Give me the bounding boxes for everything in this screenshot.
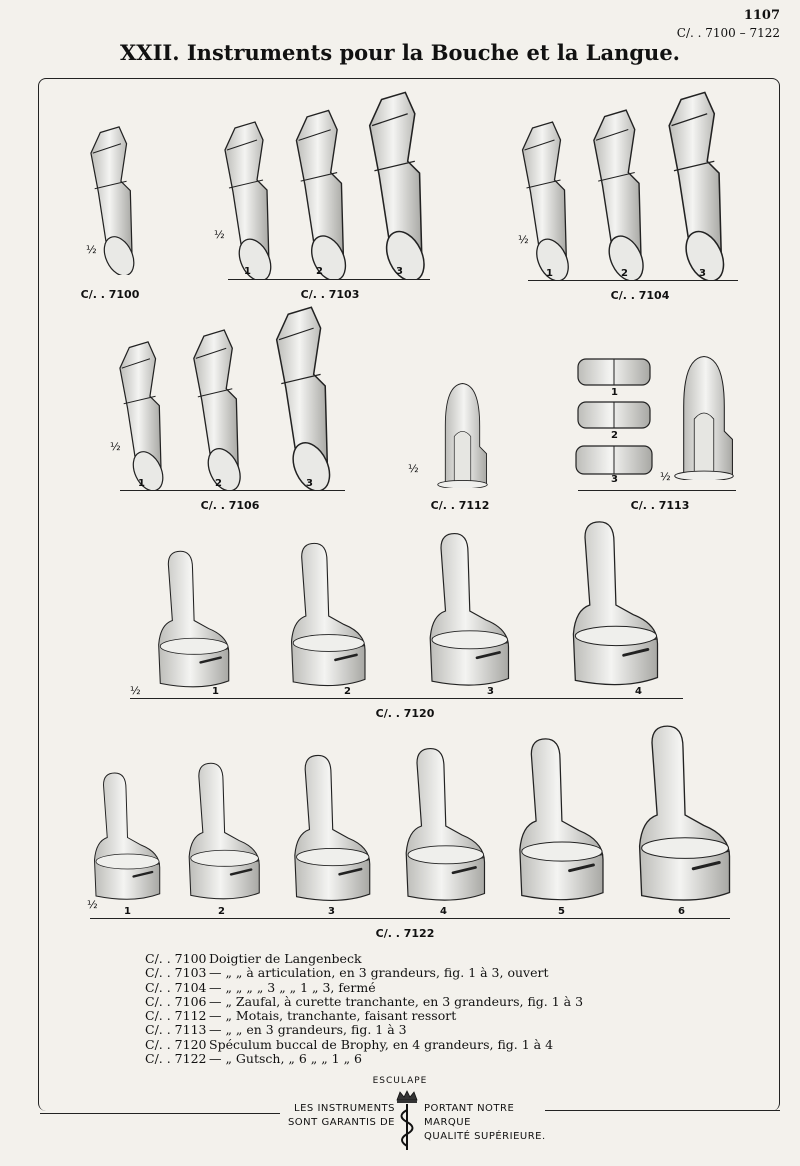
legend-ref: C/. . 7122 xyxy=(145,1051,207,1067)
scale-label: ½ xyxy=(87,898,98,911)
scale-label: ½ xyxy=(86,243,97,256)
instrument-7103-size-1 xyxy=(205,120,275,280)
legend-text: — „ „ „ „ 3 „ „ 1 „ 3, fermé xyxy=(209,979,376,995)
brand-name: ESCULAPE xyxy=(372,1076,428,1086)
instrument-7104-size-1 xyxy=(500,120,575,280)
footer-rule xyxy=(40,1113,280,1114)
size-number: 2 xyxy=(621,268,628,279)
legend-text: — „ Gutsch, „ 6 „ „ 1 „ 6 xyxy=(209,1051,362,1067)
size-number: 3 xyxy=(487,686,494,697)
legend-ref: C/. . 7100 xyxy=(145,951,207,966)
legend-ref: C/. . 7112 xyxy=(145,1008,207,1024)
legend-row xyxy=(145,1038,583,1052)
bracket-line xyxy=(130,698,683,699)
scale-label: ½ xyxy=(408,462,419,475)
guarantee-line: LES INSTRUMENTS xyxy=(294,1103,395,1114)
size-number: 2 xyxy=(344,686,351,697)
size-number: 3 xyxy=(611,474,618,485)
guarantee-line: PORTANT NOTRE MARQUE xyxy=(424,1103,515,1128)
instrument-7122-size-3 xyxy=(285,752,377,907)
scale-label: ½ xyxy=(130,684,141,697)
legend-ref: C/. . 7120 xyxy=(145,1036,207,1052)
size-number: 2 xyxy=(218,906,225,917)
size-number: 4 xyxy=(440,906,447,917)
instrument-7113-size-2 xyxy=(576,398,652,432)
instrument-7106-size-3 xyxy=(248,305,340,490)
instrument-7103-size-2 xyxy=(275,108,350,280)
legend-text: Doigtier de Langenbeck xyxy=(209,951,362,966)
instrument-7100-figure xyxy=(70,125,140,275)
size-number: 5 xyxy=(558,906,565,917)
caption-7122: C/. . 7122 xyxy=(375,927,435,940)
esculape-logo-icon xyxy=(392,1090,422,1156)
legend-row xyxy=(145,995,583,1009)
page-number: 1107 xyxy=(743,8,780,23)
scale-label: ½ xyxy=(214,228,225,241)
instrument-7120-size-1 xyxy=(125,548,260,693)
instrument-7104-size-2 xyxy=(570,108,650,280)
size-number: 3 xyxy=(328,906,335,917)
guarantee-text-left xyxy=(280,1102,395,1130)
size-number: 6 xyxy=(678,906,685,917)
bracket-line xyxy=(578,490,736,491)
scale-label: ½ xyxy=(518,233,529,246)
bracket-line xyxy=(228,279,430,280)
size-number: 1 xyxy=(124,906,131,917)
legend-text: — „ Zaufal, à curette tranchante, en 3 grandeurs, fig. 1 à 3 xyxy=(209,993,584,1009)
instrument-7122-size-2 xyxy=(180,760,266,905)
instrument-7122-size-5 xyxy=(508,735,612,907)
legend-row xyxy=(145,1052,583,1066)
legend-list xyxy=(145,952,583,1066)
caption-7104: C/. . 7104 xyxy=(610,289,670,302)
scale-label: ½ xyxy=(660,470,671,483)
instrument-7112-figure xyxy=(420,378,505,488)
scale-label: ½ xyxy=(110,440,121,453)
legend-row xyxy=(145,952,583,966)
legend-ref: C/. . 7104 xyxy=(145,979,207,995)
size-number: 1 xyxy=(546,268,553,279)
legend-ref: C/. . 7113 xyxy=(145,1022,207,1038)
size-number: 1 xyxy=(138,478,145,489)
size-number: 4 xyxy=(635,686,642,697)
bracket-line xyxy=(120,490,345,491)
bracket-line xyxy=(90,918,730,919)
guarantee-line: SONT GARANTIS DE xyxy=(287,1117,395,1128)
instrument-7113-size-1 xyxy=(576,355,652,389)
page-title: XXII. Instruments pour la Bouche et la Langue. xyxy=(120,40,680,65)
size-number: 1 xyxy=(611,387,618,398)
legend-text: — „ „ à articulation, en 3 grandeurs, fig. 1 à 3, ouvert xyxy=(209,965,549,981)
instrument-7120-size-2 xyxy=(262,540,392,692)
legend-row xyxy=(145,1009,583,1023)
caption-7103: C/. . 7103 xyxy=(300,288,360,301)
size-number: 1 xyxy=(244,266,251,277)
size-number: 3 xyxy=(396,266,403,277)
instrument-7104-size-3 xyxy=(642,90,732,280)
guarantee-line: QUALITÉ SUPÉRIEURE. xyxy=(424,1131,546,1142)
legend-ref: C/. . 7103 xyxy=(145,965,207,981)
instrument-7106-size-2 xyxy=(170,328,248,490)
legend-text: Spéculum buccal de Brophy, en 4 grandeurs, fig. 1 à 4 xyxy=(209,1036,554,1052)
instrument-7113-size-3 xyxy=(574,442,654,478)
instrument-7120-size-4 xyxy=(540,518,688,692)
instrument-7103-size-3 xyxy=(345,90,430,280)
instrument-7106-size-1 xyxy=(98,340,170,490)
legend-text: — „ „ en 3 grandeurs, fig. 1 à 3 xyxy=(209,1022,407,1038)
instrument-7122-size-4 xyxy=(395,745,493,907)
size-number: 2 xyxy=(215,478,222,489)
caption-7120: C/. . 7120 xyxy=(375,707,435,720)
caption-7113: C/. . 7113 xyxy=(630,499,690,512)
instrument-7122-size-1 xyxy=(84,770,168,905)
size-number: 3 xyxy=(699,268,706,279)
size-number: 3 xyxy=(306,478,313,489)
caption-7106: C/. . 7106 xyxy=(200,499,260,512)
size-number: 2 xyxy=(316,266,323,277)
legend-text: — „ Motais, tranchante, faisant ressort xyxy=(209,1008,457,1024)
guarantee-text-right xyxy=(424,1102,554,1144)
legend-row xyxy=(145,981,583,995)
size-number: 1 xyxy=(212,686,219,697)
legend-row xyxy=(145,1023,583,1037)
reference-range: C/. . 7100 – 7122 xyxy=(676,26,780,40)
caption-7112: C/. . 7112 xyxy=(430,499,490,512)
legend-ref: C/. . 7106 xyxy=(145,993,207,1009)
instrument-7113-assembled xyxy=(668,350,740,480)
caption-7100: C/. . 7100 xyxy=(80,288,140,301)
size-number: 2 xyxy=(611,430,618,441)
instrument-7122-size-6 xyxy=(630,722,736,908)
instrument-7120-size-3 xyxy=(398,530,538,692)
footer-rule xyxy=(545,1110,780,1111)
legend-row xyxy=(145,966,583,980)
bracket-line xyxy=(528,280,738,281)
